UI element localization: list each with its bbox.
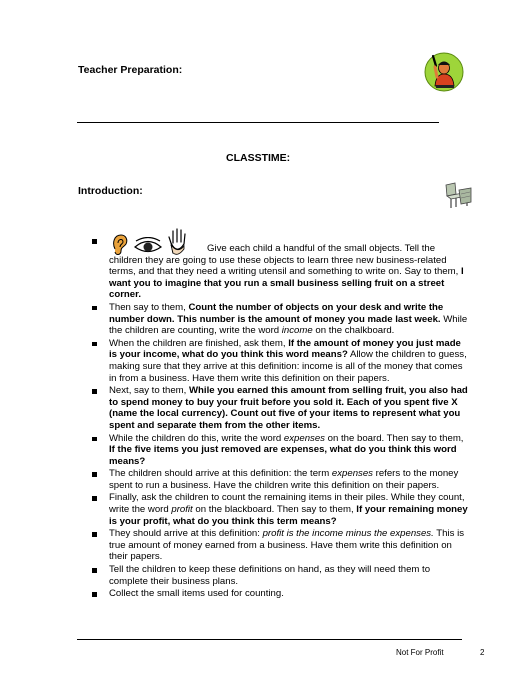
footer-rule	[77, 639, 462, 640]
list-item	[92, 243, 470, 301]
bullet-marker	[92, 389, 97, 394]
list-item-text: If your remaining money is your profit, what do you think this term means?	[109, 504, 468, 527]
list-item-text: Give each child a handful of the small objects. Tell the children they are going to use these objects to learn three new business-related terms, and that they need a writing utensil and something to write on. Say to them,	[109, 243, 461, 278]
bullet-marker	[92, 437, 97, 442]
bullet-marker	[92, 496, 97, 501]
list-item-text: on the chalkboard.	[312, 325, 395, 337]
list-item-text: Collect the small items used for counting.	[109, 588, 284, 600]
bullet-marker	[92, 568, 97, 573]
list-item-text: Tell the children to keep these definitions on hand, as they will need them to complete their business plans.	[109, 564, 431, 587]
bullet-marker	[92, 592, 97, 597]
list-item	[92, 492, 470, 527]
list-item-text: profit	[171, 504, 193, 516]
list-item-text: Finally, ask the children to count the remaining items in their piles. While they count, write the word	[109, 492, 465, 516]
list-item	[92, 588, 470, 600]
list-item	[92, 433, 470, 468]
list-item-text: on the blackboard. Then say to them,	[192, 504, 357, 516]
teacher-preparation-heading: Teacher Preparation:	[78, 64, 183, 76]
list-item-text: While you earned this amount from selling fruit, you also had to spend money to buy your fruit before you sold it. Each of you spent five X (name the local currency). Count out five of your items to represent what you spent and separate them from the other items.	[109, 385, 468, 431]
list-item-text: If the five items you just removed are expenses, what do you think this word means?	[109, 444, 457, 467]
list-item	[92, 385, 470, 431]
bullet-marker	[92, 472, 97, 477]
list-item	[92, 564, 470, 587]
classtime-heading: CLASSTIME:	[226, 152, 291, 164]
list-item-text: When the children are finished, ask them,	[109, 337, 289, 349]
list-item-text: Allow the children to guess, making sure that they arrive at this definition: income is all of the money that comes in from a business. Have them write this definition on their papers.	[109, 349, 467, 384]
list-item-text: This is true amount of money earned from a business. Have them write this definition on their papers.	[109, 528, 464, 563]
list-item-text: While the children are counting, write the word	[109, 313, 468, 337]
list-item-text: expenses	[331, 468, 373, 480]
bullet-marker	[92, 239, 97, 244]
list-item	[92, 528, 470, 563]
list-item-text: I want you to imagine that you run a small business selling fruit on a street corner.	[109, 266, 464, 301]
introduction-heading: Introduction:	[78, 185, 143, 197]
list-item-text: They should arrive at this definition:	[109, 528, 263, 540]
bullet-marker	[92, 306, 97, 311]
list-item-text: While the children do this, write the word	[109, 432, 284, 444]
list-item	[92, 468, 470, 491]
list-item-text: Count the number of objects on your desk and write the number down. This number is the amount of money you made last week.	[109, 301, 444, 325]
person-hand-raised-icon	[424, 52, 464, 92]
list-item-text: profit is the income minus the expenses.	[262, 528, 434, 540]
bullet-marker	[92, 532, 97, 537]
list-item-text: on the board. Then say to them,	[324, 432, 464, 444]
list-item-text: refers to the money spent to run a business. Have the children write this definition on their papers.	[109, 468, 459, 491]
introduction-steps-list	[92, 243, 470, 601]
footer-label: Not For Profit	[396, 648, 444, 657]
list-item	[92, 302, 470, 337]
list-item-text: income	[281, 325, 313, 337]
desk-chair-icon	[443, 182, 473, 210]
list-item-text: If the amount of money you just made is your income, what do you think this word means?	[109, 337, 461, 361]
list-item	[92, 338, 470, 384]
list-item-text: The children should arrive at this definition: the term	[109, 468, 332, 480]
page-number: 2	[480, 648, 485, 657]
list-item-text: Then say to them,	[109, 301, 189, 313]
list-item-text: Next, say to them,	[109, 385, 189, 397]
list-item-text: expenses	[283, 432, 325, 444]
teacher-preparation-rule	[77, 122, 439, 123]
bullet-marker	[92, 342, 97, 347]
